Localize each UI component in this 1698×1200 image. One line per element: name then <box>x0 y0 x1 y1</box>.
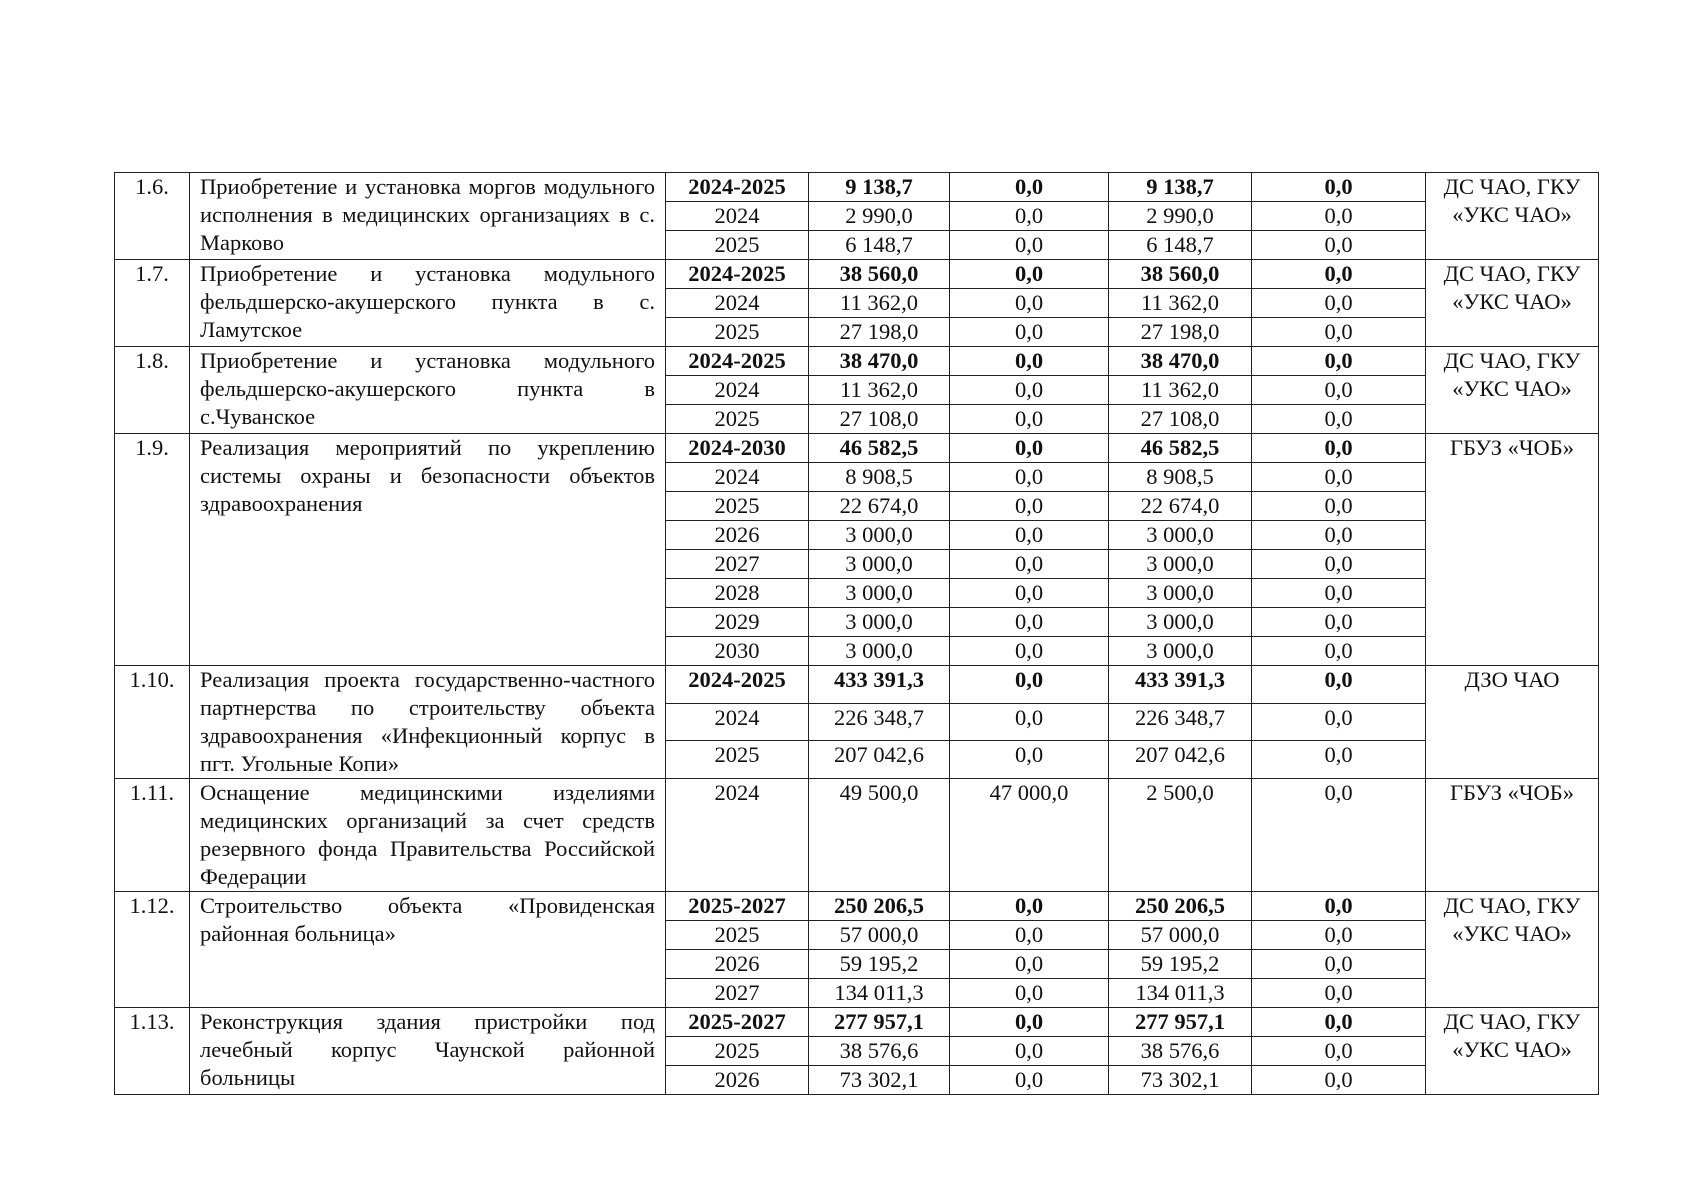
amount-cell: 250 206,5 <box>1109 892 1252 921</box>
amount-cell: 0,0 <box>1252 666 1426 704</box>
item-name: Приобретение и установка моргов модульного исполнения в медицинских организациях в с. Марково <box>190 173 666 260</box>
table-row <box>115 260 1599 289</box>
amount-cell: 0,0 <box>950 492 1109 521</box>
amount-cell: 0,0 <box>1252 921 1426 950</box>
total-amount-cell: 3 000,0 <box>809 608 950 637</box>
amount-cell: 207 042,6 <box>1109 741 1252 779</box>
total-amount-cell: 11 362,0 <box>809 376 950 405</box>
amount-cell: 38 470,0 <box>1109 347 1252 376</box>
amount-cell: 0,0 <box>1252 521 1426 550</box>
table-row <box>115 434 1599 463</box>
item-name: Реализация мероприятий по укреплению системы охраны и безопасности объектов здравоохранения <box>190 434 666 666</box>
amount-cell: 0,0 <box>1252 492 1426 521</box>
amount-cell: 0,0 <box>950 608 1109 637</box>
period-cell: 2027 <box>666 550 809 579</box>
table-row <box>115 892 1599 921</box>
period-cell: 2026 <box>666 521 809 550</box>
amount-cell: 0,0 <box>950 463 1109 492</box>
amount-cell: 0,0 <box>1252 376 1426 405</box>
amount-cell: 0,0 <box>950 318 1109 347</box>
amount-cell: 0,0 <box>950 289 1109 318</box>
amount-cell: 0,0 <box>1252 741 1426 779</box>
amount-cell: 0,0 <box>1252 779 1426 892</box>
amount-cell: 0,0 <box>950 521 1109 550</box>
item-number: 1.13. <box>115 1008 190 1095</box>
period-cell: 2025 <box>666 1037 809 1066</box>
table-row <box>115 347 1599 376</box>
executor-cell: ГБУЗ «ЧОБ» <box>1426 779 1599 892</box>
total-amount-cell: 38 470,0 <box>809 347 950 376</box>
amount-cell: 0,0 <box>950 1037 1109 1066</box>
total-amount-cell: 2 990,0 <box>809 202 950 231</box>
amount-cell: 0,0 <box>950 979 1109 1008</box>
total-amount-cell: 3 000,0 <box>809 579 950 608</box>
amount-cell: 0,0 <box>1252 1037 1426 1066</box>
total-amount-cell: 3 000,0 <box>809 521 950 550</box>
amount-cell: 73 302,1 <box>1109 1066 1252 1095</box>
amount-cell: 0,0 <box>950 950 1109 979</box>
amount-cell: 2 500,0 <box>1109 779 1252 892</box>
amount-cell: 57 000,0 <box>1109 921 1252 950</box>
period-cell: 2024-2030 <box>666 434 809 463</box>
item-number: 1.10. <box>115 666 190 779</box>
amount-cell: 3 000,0 <box>1109 608 1252 637</box>
amount-cell: 0,0 <box>950 741 1109 779</box>
total-amount-cell: 134 011,3 <box>809 979 950 1008</box>
amount-cell: 22 674,0 <box>1109 492 1252 521</box>
funding-table <box>114 172 1599 1095</box>
period-cell: 2025-2027 <box>666 892 809 921</box>
total-amount-cell: 38 576,6 <box>809 1037 950 1066</box>
total-amount-cell: 59 195,2 <box>809 950 950 979</box>
item-name: Оснащение медицинскими изделиями медицинских организаций за счет средств резервного фонда Правительства Российской Федерации <box>190 779 666 892</box>
period-cell: 2026 <box>666 1066 809 1095</box>
period-cell: 2025 <box>666 231 809 260</box>
amount-cell: 38 576,6 <box>1109 1037 1252 1066</box>
period-cell: 2027 <box>666 979 809 1008</box>
period-cell: 2025 <box>666 405 809 434</box>
executor-cell: ДС ЧАО, ГКУ «УКС ЧАО» <box>1426 173 1599 260</box>
item-number: 1.8. <box>115 347 190 434</box>
amount-cell: 0,0 <box>950 202 1109 231</box>
period-cell: 2024 <box>666 202 809 231</box>
amount-cell: 0,0 <box>1252 231 1426 260</box>
amount-cell: 2 990,0 <box>1109 202 1252 231</box>
total-amount-cell: 3 000,0 <box>809 550 950 579</box>
amount-cell: 0,0 <box>950 550 1109 579</box>
item-name: Реконструкция здания пристройки под лечебный корпус Чаунской районной больницы <box>190 1008 666 1095</box>
period-cell: 2024 <box>666 289 809 318</box>
amount-cell: 27 198,0 <box>1109 318 1252 347</box>
table-row <box>115 173 1599 202</box>
amount-cell: 3 000,0 <box>1109 550 1252 579</box>
amount-cell: 0,0 <box>1252 405 1426 434</box>
item-name: Приобретение и установка модульного фельдшерско-акушерского пункта в с.Чуванское <box>190 347 666 434</box>
amount-cell: 0,0 <box>1252 637 1426 666</box>
amount-cell: 0,0 <box>1252 1008 1426 1037</box>
amount-cell: 433 391,3 <box>1109 666 1252 704</box>
amount-cell: 47 000,0 <box>950 779 1109 892</box>
amount-cell: 0,0 <box>1252 347 1426 376</box>
amount-cell: 0,0 <box>950 892 1109 921</box>
amount-cell: 0,0 <box>950 1008 1109 1037</box>
amount-cell: 0,0 <box>1252 950 1426 979</box>
amount-cell: 0,0 <box>1252 202 1426 231</box>
total-amount-cell: 8 908,5 <box>809 463 950 492</box>
period-cell: 2028 <box>666 579 809 608</box>
item-number: 1.11. <box>115 779 190 892</box>
total-amount-cell: 46 582,5 <box>809 434 950 463</box>
amount-cell: 0,0 <box>1252 289 1426 318</box>
amount-cell: 27 108,0 <box>1109 405 1252 434</box>
item-number: 1.7. <box>115 260 190 347</box>
period-cell: 2025-2027 <box>666 1008 809 1037</box>
amount-cell: 0,0 <box>950 434 1109 463</box>
amount-cell: 0,0 <box>950 703 1109 741</box>
executor-cell: ДС ЧАО, ГКУ «УКС ЧАО» <box>1426 260 1599 347</box>
total-amount-cell: 3 000,0 <box>809 637 950 666</box>
total-amount-cell: 57 000,0 <box>809 921 950 950</box>
total-amount-cell: 250 206,5 <box>809 892 950 921</box>
item-name: Строительство объекта «Провиденская районная больница» <box>190 892 666 1008</box>
total-amount-cell: 11 362,0 <box>809 289 950 318</box>
amount-cell: 0,0 <box>950 376 1109 405</box>
amount-cell: 0,0 <box>1252 703 1426 741</box>
period-cell: 2024 <box>666 463 809 492</box>
amount-cell: 0,0 <box>950 579 1109 608</box>
amount-cell: 0,0 <box>950 173 1109 202</box>
amount-cell: 0,0 <box>1252 463 1426 492</box>
amount-cell: 0,0 <box>1252 550 1426 579</box>
amount-cell: 11 362,0 <box>1109 376 1252 405</box>
item-name: Приобретение и установка модульного фельдшерско-акушерского пункта в с. Ламутское <box>190 260 666 347</box>
amount-cell: 59 195,2 <box>1109 950 1252 979</box>
total-amount-cell: 38 560,0 <box>809 260 950 289</box>
amount-cell: 0,0 <box>950 231 1109 260</box>
amount-cell: 9 138,7 <box>1109 173 1252 202</box>
amount-cell: 0,0 <box>1252 892 1426 921</box>
amount-cell: 0,0 <box>1252 318 1426 347</box>
amount-cell: 8 908,5 <box>1109 463 1252 492</box>
amount-cell: 0,0 <box>950 1066 1109 1095</box>
executor-cell: ДС ЧАО, ГКУ «УКС ЧАО» <box>1426 892 1599 1008</box>
amount-cell: 11 362,0 <box>1109 289 1252 318</box>
amount-cell: 0,0 <box>1252 434 1426 463</box>
amount-cell: 134 011,3 <box>1109 979 1252 1008</box>
executor-cell: ГБУЗ «ЧОБ» <box>1426 434 1599 666</box>
amount-cell: 0,0 <box>1252 1066 1426 1095</box>
amount-cell: 0,0 <box>1252 260 1426 289</box>
period-cell: 2024-2025 <box>666 666 809 704</box>
amount-cell: 0,0 <box>950 666 1109 704</box>
amount-cell: 46 582,5 <box>1109 434 1252 463</box>
period-cell: 2024 <box>666 703 809 741</box>
item-number: 1.6. <box>115 173 190 260</box>
total-amount-cell: 27 108,0 <box>809 405 950 434</box>
period-cell: 2026 <box>666 950 809 979</box>
amount-cell: 6 148,7 <box>1109 231 1252 260</box>
amount-cell: 226 348,7 <box>1109 703 1252 741</box>
period-cell: 2024 <box>666 779 809 892</box>
total-amount-cell: 433 391,3 <box>809 666 950 704</box>
amount-cell: 0,0 <box>1252 579 1426 608</box>
amount-cell: 0,0 <box>950 347 1109 376</box>
period-cell: 2029 <box>666 608 809 637</box>
total-amount-cell: 27 198,0 <box>809 318 950 347</box>
amount-cell: 0,0 <box>1252 979 1426 1008</box>
period-cell: 2024-2025 <box>666 347 809 376</box>
amount-cell: 3 000,0 <box>1109 521 1252 550</box>
executor-cell: ДЗО ЧАО <box>1426 666 1599 779</box>
item-name: Реализация проекта государственно-частного партнерства по строительству объекта здравоохранения «Инфекционный корпус в пгт. Угольные Копи» <box>190 666 666 779</box>
amount-cell: 0,0 <box>950 405 1109 434</box>
total-amount-cell: 207 042,6 <box>809 741 950 779</box>
period-cell: 2025 <box>666 741 809 779</box>
amount-cell: 277 957,1 <box>1109 1008 1252 1037</box>
total-amount-cell: 73 302,1 <box>809 1066 950 1095</box>
period-cell: 2024-2025 <box>666 260 809 289</box>
total-amount-cell: 277 957,1 <box>809 1008 950 1037</box>
item-number: 1.9. <box>115 434 190 666</box>
table-row <box>115 666 1599 704</box>
period-cell: 2025 <box>666 318 809 347</box>
amount-cell: 0,0 <box>1252 173 1426 202</box>
total-amount-cell: 226 348,7 <box>809 703 950 741</box>
executor-cell: ДС ЧАО, ГКУ «УКС ЧАО» <box>1426 1008 1599 1095</box>
amount-cell: 3 000,0 <box>1109 579 1252 608</box>
table-row <box>115 1008 1599 1037</box>
amount-cell: 0,0 <box>950 637 1109 666</box>
total-amount-cell: 9 138,7 <box>809 173 950 202</box>
executor-cell: ДС ЧАО, ГКУ «УКС ЧАО» <box>1426 347 1599 434</box>
period-cell: 2025 <box>666 921 809 950</box>
total-amount-cell: 6 148,7 <box>809 231 950 260</box>
amount-cell: 3 000,0 <box>1109 637 1252 666</box>
amount-cell: 0,0 <box>950 260 1109 289</box>
period-cell: 2030 <box>666 637 809 666</box>
amount-cell: 0,0 <box>1252 608 1426 637</box>
table-row <box>115 779 1599 892</box>
item-number: 1.12. <box>115 892 190 1008</box>
total-amount-cell: 22 674,0 <box>809 492 950 521</box>
period-cell: 2024-2025 <box>666 173 809 202</box>
total-amount-cell: 49 500,0 <box>809 779 950 892</box>
amount-cell: 0,0 <box>950 921 1109 950</box>
period-cell: 2025 <box>666 492 809 521</box>
period-cell: 2024 <box>666 376 809 405</box>
amount-cell: 38 560,0 <box>1109 260 1252 289</box>
